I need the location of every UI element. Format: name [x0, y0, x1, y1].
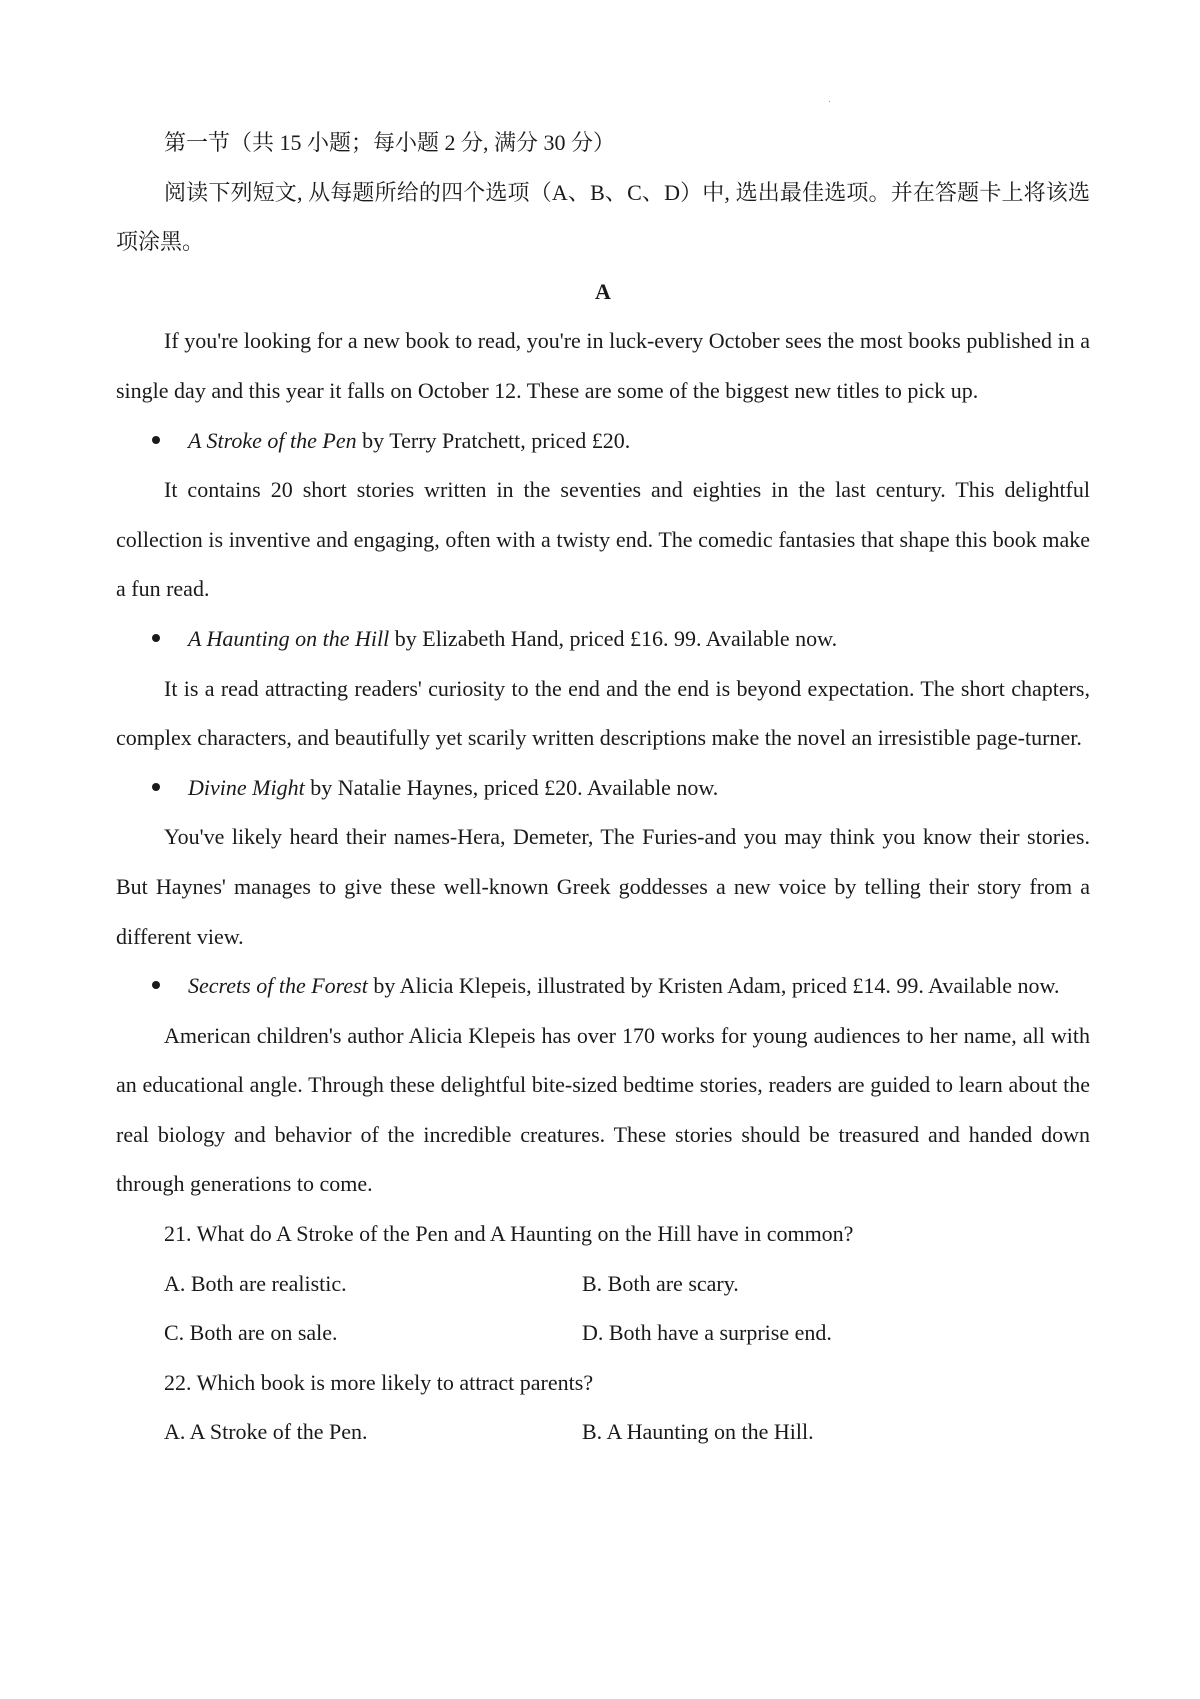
- book-byline: by Elizabeth Hand, priced £16. 99. Available now.: [389, 625, 838, 651]
- book-byline: by Terry Pratchett, priced £20.: [356, 427, 631, 453]
- book-description: It is a read attracting readers' curiosity to the end and the end is beyond expectation. The short chapters, complex characters, and beautifully yet scarily written descriptions make the novel an irresistible page-turner.: [116, 675, 1090, 751]
- book-title: Secrets of the Forest: [188, 973, 368, 999]
- book-title: Divine Might: [188, 774, 305, 800]
- option-a[interactable]: A. Both are realistic.: [164, 1270, 347, 1296]
- option-b[interactable]: B. A Haunting on the Hill.: [582, 1419, 814, 1445]
- question-options: [116, 1407, 1090, 1457]
- option-b[interactable]: B. Both are scary.: [582, 1270, 739, 1296]
- directions: 阅读下列短文, 从每题所给的四个选项（A、B、C、D）中, 选出最佳选项。并在答题卡上将该选项涂黑。: [116, 179, 1090, 255]
- bullet-icon: [152, 436, 160, 444]
- book-byline: by Natalie Haynes, priced £20. Available now.: [304, 774, 719, 800]
- exam-page: [116, 118, 1090, 1457]
- book-item: [116, 416, 1090, 466]
- book-title: A Haunting on the Hill: [188, 625, 390, 651]
- question-stem: 22. Which book is more likely to attract parents?: [164, 1369, 594, 1395]
- book-description: It contains 20 short stories written in the seventies and eighties in the last century. This delightful collection is inventive and engaging, often with a twisty end. The comedic fantasies that shape this book make a fun read.: [116, 477, 1090, 602]
- bullet-icon: [152, 981, 160, 989]
- book-item: [116, 763, 1090, 813]
- book-item: [116, 961, 1090, 1011]
- passage-label: A: [595, 278, 611, 304]
- book-title: A Stroke of the Pen: [188, 427, 357, 453]
- book-item: [116, 614, 1090, 664]
- passage-intro: If you're looking for a new book to read, you're in luck-every October sees the most books published in a single day and this year it falls on October 12. These are some of the biggest new titles to pick up.: [116, 328, 1090, 403]
- question-options: [116, 1259, 1090, 1309]
- book-description: American children's author Alicia Klepeis has over 170 works for young audiences to her name, all with an educational angle. Through these delightful bite-sized bedtime stories, readers are guided to learn about the real biology and behavior of the incredible creatures. These stories should be treasured and handed down through generations to come.: [116, 1022, 1090, 1197]
- scan-speck: [829, 101, 830, 102]
- option-a[interactable]: A. A Stroke of the Pen.: [164, 1419, 368, 1445]
- book-byline: by Alicia Klepeis, illustrated by Kristen Adam, priced £14. 99. Available now.: [367, 973, 1060, 999]
- bullet-icon: [152, 634, 160, 642]
- book-description: You've likely heard their names-Hera, Demeter, The Furies-and you may think you know their stories. But Haynes' manages to give these well-known Greek goddesses a new voice by telling their story from a different view.: [116, 824, 1090, 949]
- question-options: [116, 1308, 1090, 1358]
- section-header: 第一节（共 15 小题；每小题 2 分, 满分 30 分）: [164, 130, 616, 155]
- bullet-icon: [152, 783, 160, 791]
- option-d[interactable]: D. Both have a surprise end.: [582, 1320, 832, 1346]
- option-c[interactable]: C. Both are on sale.: [164, 1320, 338, 1346]
- question-stem: 21. What do A Stroke of the Pen and A Haunting on the Hill have in common?: [164, 1221, 854, 1247]
